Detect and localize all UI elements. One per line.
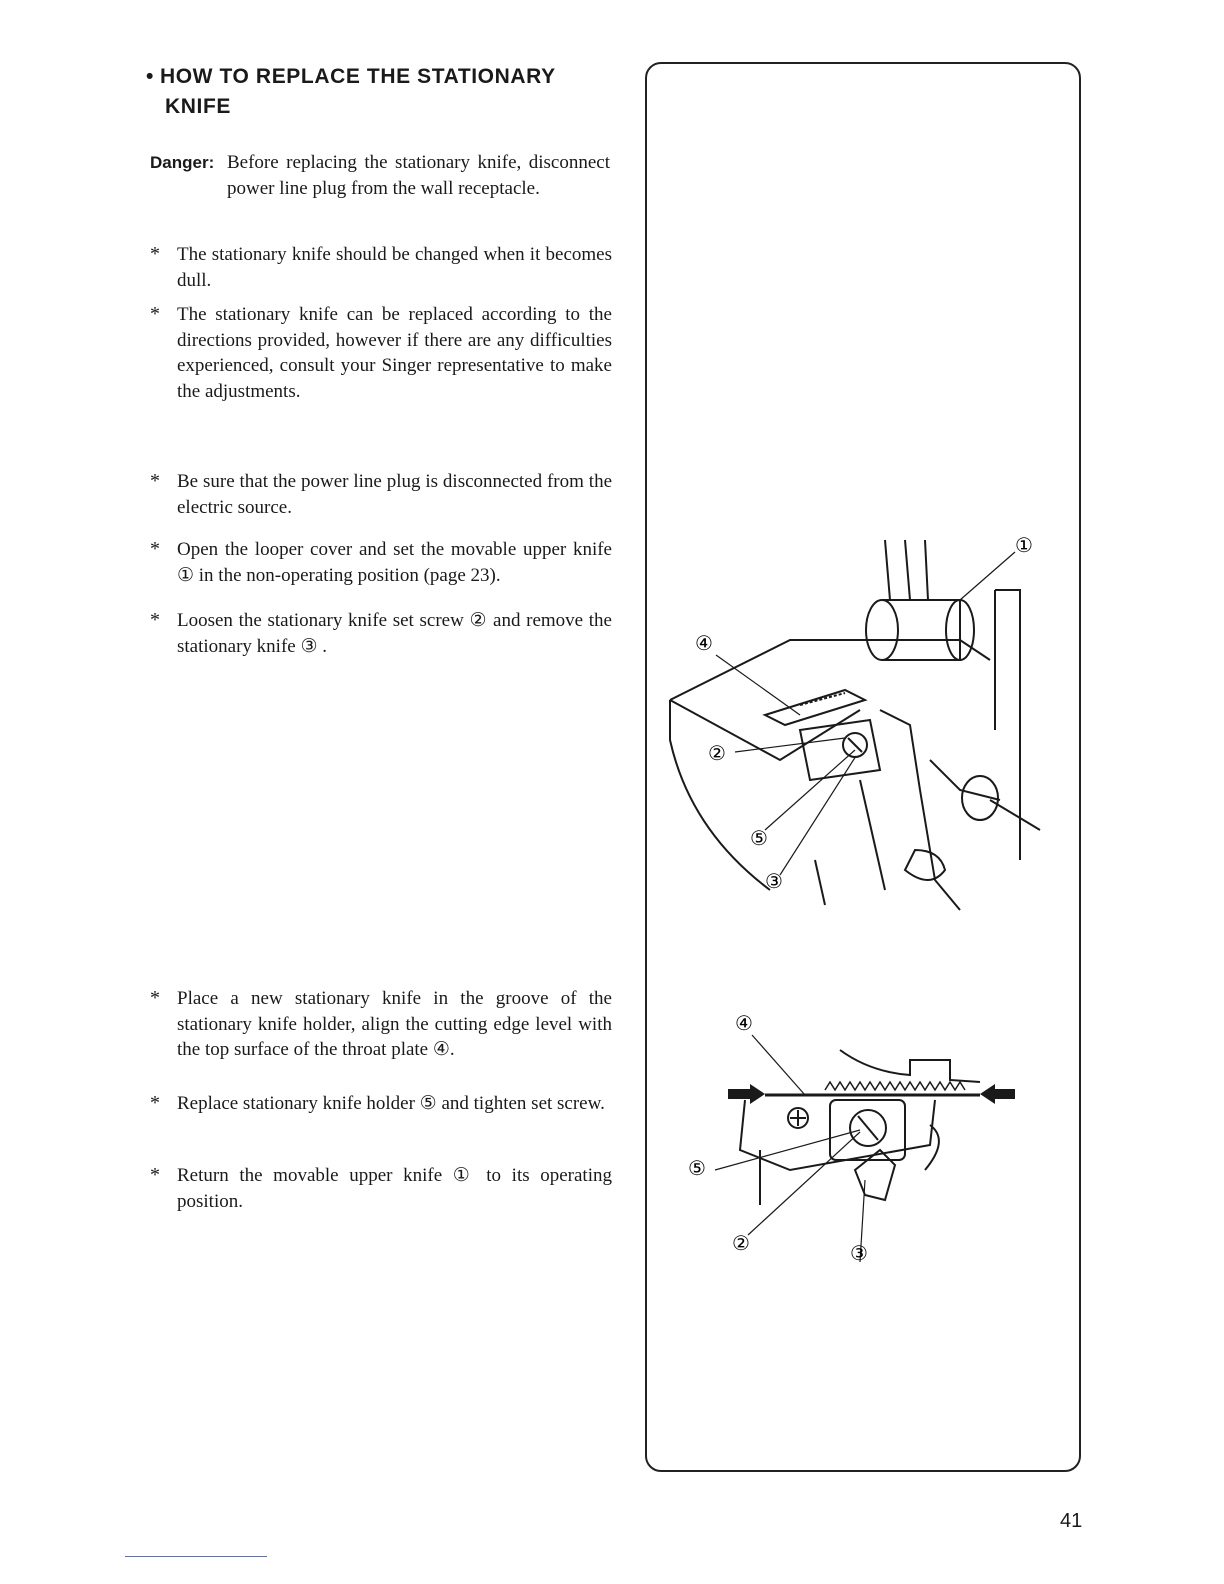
instruction-text: Open the looper cover and set the movable upper knife ① in the non-operating position (page 23). [177, 539, 612, 586]
danger-note [150, 150, 610, 202]
bullet-star: * [150, 538, 160, 560]
instruction-text: Be sure that the power line plug is disconnected from the electric source. [177, 471, 612, 518]
instruction-item [150, 302, 612, 404]
instruction-text: Place a new stationary knife in the groove of the stationary knife holder, align the cutting edge level with the top surface of the throat plate ④. [177, 988, 612, 1060]
callout-4-label: ④ [735, 1011, 753, 1035]
instruction-item [150, 1091, 612, 1117]
bullet-star: * [150, 609, 160, 631]
instruction-item [150, 469, 612, 520]
danger-text: Before replacing the stationary knife, disconnect power line plug from the wall receptacle. [227, 152, 610, 199]
instruction-text: Loosen the stationary knife set screw ② and remove the stationary knife ③ . [177, 610, 612, 657]
bullet-star: * [150, 987, 160, 1009]
callout-5-label: ⑤ [750, 826, 768, 850]
bullet-star: * [150, 303, 160, 325]
machine-illustration [660, 530, 1060, 920]
figure-machine-overview [660, 530, 1060, 920]
right-arrow-icon [980, 1084, 1015, 1104]
figure-knife-detail [680, 1000, 1040, 1270]
instruction-text: The stationary knife should be changed when it becomes dull. [177, 244, 612, 291]
section-heading [146, 62, 616, 122]
bullet-star: * [150, 1092, 160, 1114]
callout-1-label: ① [1015, 533, 1033, 557]
callout-4-label: ④ [695, 631, 713, 655]
instruction-text: Replace stationary knife holder ⑤ and tighten set screw. [177, 1093, 605, 1114]
heading-bullet: • [146, 65, 154, 88]
instruction-item [150, 242, 612, 293]
callout-2-label: ② [732, 1231, 750, 1255]
callout-3-label: ③ [850, 1241, 868, 1265]
callout-5-label: ⑤ [688, 1156, 706, 1180]
instruction-item [150, 986, 612, 1063]
instruction-text: The stationary knife can be replaced according to the directions provided, however if there are any difficulties experienced, consult your Singer representative to make the adjustments. [177, 304, 612, 402]
bullet-star: * [150, 1164, 160, 1186]
callout-3-label: ③ [765, 869, 783, 893]
heading-line-2: KNIFE [165, 95, 231, 118]
page-number: 41 [1060, 1510, 1083, 1532]
danger-label: Danger: [150, 153, 215, 172]
knife-detail-illustration [680, 1000, 1040, 1270]
bullet-star: * [150, 470, 160, 492]
left-arrow-icon [728, 1084, 765, 1104]
footer-divider [125, 1556, 267, 1557]
instruction-item [150, 1163, 612, 1214]
instruction-item [150, 537, 612, 588]
callout-2-label: ② [708, 741, 726, 765]
instruction-item [150, 608, 612, 659]
instruction-text: Return the movable upper knife ① to its operating position. [177, 1165, 612, 1212]
bullet-star: * [150, 243, 160, 265]
heading-line-1: HOW TO REPLACE THE STATIONARY [159, 65, 556, 88]
